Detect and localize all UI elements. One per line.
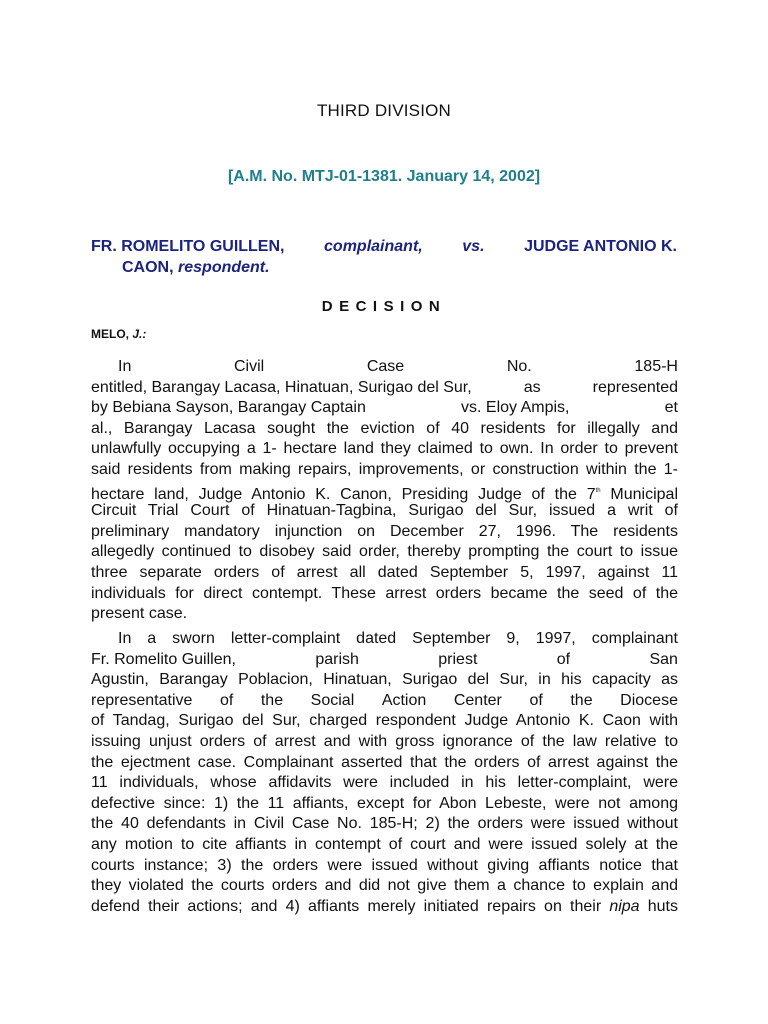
text-line: Agustin, Barangay Poblacion, Hinatuan, Surigao del Sur, in his capacity as [91,671,678,689]
text-segment: as [523,378,541,396]
ponente-name: MELO, [91,327,129,341]
text-segment: of [529,691,543,709]
respondent-role: respondent. [178,259,270,276]
parties-line-1 [91,236,677,257]
text-segment: Diocese [620,691,678,709]
complainant-name: FR. ROMELITO GUILLEN, [91,238,285,255]
text-segment: priest [438,650,478,668]
text-line: In a sworn letter-complaint dated September 9, 1997, complainant [118,630,678,647]
text-line: they violated the courts orders and did not give them a chance to explain and [91,877,678,895]
text-segment: by Bebiana Sayson, Barangay Captain [91,399,366,417]
parties-line-2 [91,257,677,278]
decision-title: DECISION [321,298,447,315]
text-line: the ejectment case. Complainant asserted that the orders of arrest against the [91,753,678,771]
text-segment: the [570,691,593,709]
text-segment: Civil [233,358,265,375]
text-segment: Fr. Romelito Guillen, [91,650,236,668]
text-line: the 40 defendants in Civil Case No. 185-H; 2) the orders were issued without [91,815,678,833]
text-line [91,398,678,419]
text-segment: huts [639,897,678,915]
text-line [91,650,678,671]
text-segment: No. [506,358,532,375]
text-segment: In [118,358,132,375]
text-segment: hectare land, Judge Antonio K. Canon, Presiding Judge of the 7 [91,485,596,503]
text-segment: et [664,399,678,417]
text-segment: defend their actions; and 4) affiants merely initiated repairs on their [91,897,610,915]
text-line [91,378,678,399]
text-segment: vs. Eloy Ampis, [461,399,570,417]
respondent-name-cont: CAON, [122,259,174,276]
text-segment: Case [366,358,405,375]
versus-label: vs. [462,238,485,255]
text-line: defective since: 1) the 11 affiants, except for Abon Lebeste, were not among [91,794,678,812]
ponente [91,327,146,341]
text-segment: Municipal [600,485,679,503]
paragraph-2 [91,629,678,917]
italic-term: nipa [609,897,640,915]
text-line: any motion to cite affiants in contempt of court and were issued solely at the [91,835,678,853]
text-segment: entitled, Barangay Lacasa, Hinatuan, Surigao del Sur, [91,378,472,396]
text-segment: Center [453,691,502,709]
text-line [91,897,678,918]
text-segment: San [649,650,678,668]
text-line: courts instance; 3) the orders were issued without giving affiants notice that [91,856,678,874]
division-heading: THIRD DIVISION [316,101,452,120]
text-line: issuing unjust orders of arrest and with gross ignorance of the law relative to [91,732,678,750]
paragraph-1 [91,357,678,625]
respondent-name: JUDGE ANTONIO K. [524,238,677,255]
text-segment: represented [592,378,678,396]
text-segment: representative [91,691,193,709]
text-line [91,357,678,378]
text-segment: of [219,691,234,709]
case-parties [91,236,677,278]
text-line: individuals for direct contempt. These arrest orders became the seed of the [91,584,678,602]
text-line: three separate orders of arrest all dated September 5, 1997, against 11 [91,563,678,581]
text-segment: 185-H [634,358,678,375]
text-line: allegedly continued to disobey said order, thereby prompting the court to issue [91,543,678,561]
ponente-suffix: J.: [132,327,147,341]
text-line: unlawfully occupying a 1- hectare land they claimed to own. In order to prevent [91,440,678,458]
text-line: said residents from making repairs, improvements, or construction within the 1- [91,460,678,478]
text-line: of Tandag, Surigao del Sur, charged respondent Judge Antonio K. Caon with [91,712,678,730]
text-segment: Social [310,691,355,709]
text-segment: Action [381,691,427,709]
text-line [91,691,678,712]
text-segment: of [556,650,571,668]
text-line: preliminary mandatory injunction on December 27, 1996. The residents [91,522,678,540]
text-line: al., Barangay Lacasa sought the eviction of 40 residents for illegally and [91,419,678,437]
text-segment: the [260,691,284,709]
text-line: 11 individuals, whose affidavits were included in his letter-complaint, were [91,774,678,792]
case-number-heading: [A.M. No. MTJ-01-1381. January 14, 2002] [227,168,541,185]
text-line: present case. [91,605,188,623]
text-line: Circuit Trial Court of Hinatuan-Tagbina, Surigao del Sur, issued a writ of [91,502,678,520]
text-line [91,481,678,502]
complainant-role: complainant, [324,238,423,255]
text-segment: parish [315,650,359,668]
ordinal-suffix: th [595,487,601,494]
